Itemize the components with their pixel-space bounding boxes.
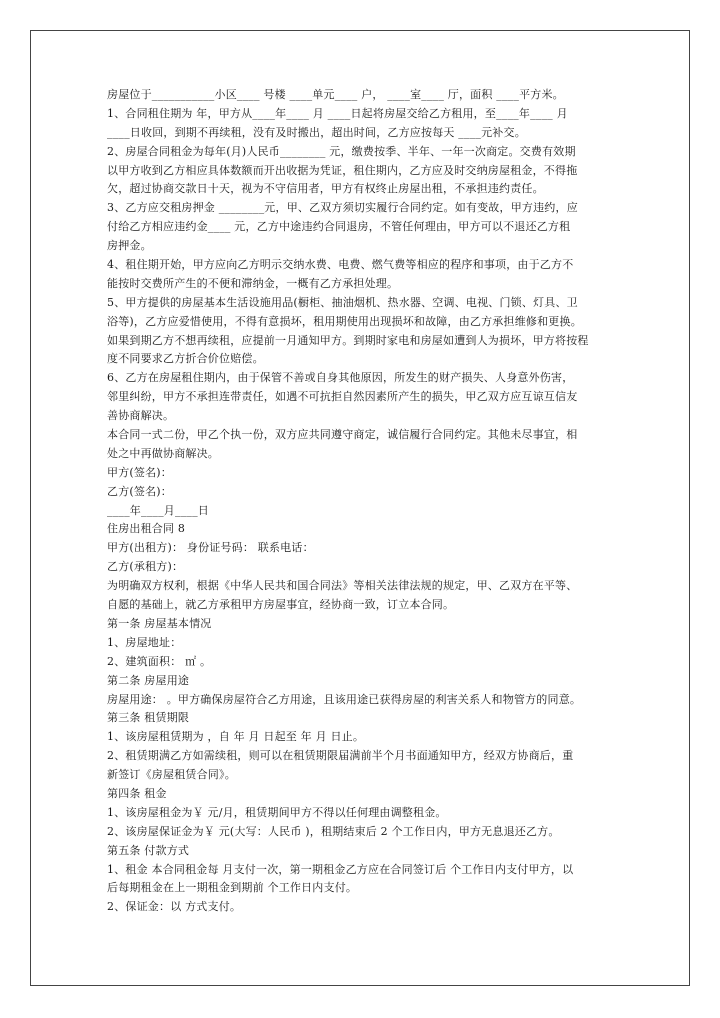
text-line: 3、乙方应交租房押金 ________元，甲、乙双方须切实履行合同约定。如有变故，甲方违约，应: [107, 201, 578, 215]
text-line: 2、租赁期满乙方如需续租，则可以在租赁期限届满前半个月书面通知甲方，经双方协商后，重: [107, 749, 574, 763]
text-line: 如果到期乙方不想再续租，应提前一月通知甲方。到期时家电和房屋如遭到人为损坏，甲方将按程: [107, 333, 589, 347]
text-line: 自愿的基础上，就乙方承租甲方房屋事宜，经协商一致，订立本合同。: [107, 598, 455, 612]
text-line: 后每期租金在上一期租金到期前 个工作日内支付。: [107, 881, 358, 895]
text-line: 以甲方收到乙方相应具体数额而开出收据为凭证，租住期内，乙方应及时交纳房屋租金，不得拖: [107, 163, 578, 177]
text-line: 2、该房屋保证金为￥ 元(大写：人民币 )，租期结束后 2 个工作日内，甲方无息退还乙方。: [107, 824, 560, 838]
text-line: 善协商解决。: [107, 409, 175, 423]
party-b-info: 乙方(承租方)：: [107, 560, 184, 574]
party-a-info: 甲方(出租方)： 身份证号码： 联系电话：: [107, 541, 314, 555]
text-line: 新签订《房屋租赁合同》。: [107, 768, 236, 782]
section-heading: 第四条 租金: [107, 786, 167, 800]
text-line: 浴等)，乙方应爱惜使用，不得有意损坏，租用期使用出现损坏和故障，由乙方承担维修和更换。: [107, 314, 582, 328]
party-a-signature: 甲方(签名)：: [107, 465, 172, 479]
document-body: [107, 86, 631, 917]
text-line: 1、合同租住期为 年，甲方从____年____ 月 ____日起将房屋交给乙方租用，至____年____ 月: [107, 106, 568, 120]
section-heading: 第一条 房屋基本情况: [107, 616, 212, 630]
text-line: ____日收回，到期不再续租，没有及时搬出，超出时间，乙方应按每天 ____元补交。: [107, 125, 526, 139]
text-line: 2、建筑面积： ㎡ 。: [107, 654, 212, 668]
text-line: 1、租金 本合同租金每 月支付一次，第一期租金乙方应在合同签订后 个工作日内支付甲方，以: [107, 862, 574, 876]
contract-title: 住房出租合同 8: [107, 522, 186, 536]
text-line: 6、乙方在房屋租住期内，由于保管不善或自身其他原因，所发生的财产损失、人身意外伤害，: [107, 371, 574, 385]
text-line: 能按时交费所产生的不便和滞纳金，一概有乙方承担处理。: [107, 276, 399, 290]
text-line: 5、甲方提供的房屋基本生活设施用品(橱柜、抽油烟机、热水器、空调、电视、门锁、灯具、卫: [107, 295, 578, 309]
text-line: 处之中再做协商解决。: [107, 446, 219, 460]
section-heading: 第二条 房屋用途: [107, 673, 190, 687]
text-line: 欠，超过协商交款日十天，视为不守信用者，甲方有权终止房屋出租，不承担违约责任。: [107, 182, 544, 196]
text-line: 付给乙方相应违约金____ 元，乙方中途违约合同退房，不管任何理由，甲方可以不退还乙方租: [107, 220, 571, 234]
text-line: 本合同一式二份，甲乙个执一份，双方应共同遵守商定，诚信履行合同约定。其他未尽事宜，相: [107, 428, 578, 442]
text-line: 2、房屋合同租金为每年(月)人民币________ 元，缴费按季、半年、一年一次商定。交费有效期: [107, 144, 576, 158]
text-line: 为明确双方权利，根据《中华人民共和国合同法》等相关法律法规的规定，甲、乙双方在平等、: [107, 579, 578, 593]
section-heading: 第三条 租赁期限: [107, 711, 190, 725]
text-line: 度不同要求乙方折合价位赔偿。: [107, 352, 264, 366]
text-line: 1、该房屋租赁期为 ，自 年 月 日起至 年 月 日止。: [107, 730, 365, 744]
party-b-signature: 乙方(签名)：: [107, 484, 172, 498]
signing-date: ____年____月____日: [107, 503, 209, 517]
text-line: 1、房屋地址：: [107, 635, 182, 649]
text-line: 房屋位于___________小区____ 号楼 ____单元____ 户， ____室____ 厅，面积 ____平方米。: [107, 88, 564, 101]
text-line: 4、租住期开始，甲方应向乙方明示交纳水费、电费、燃气费等相应的程序和事项，由于乙方不: [107, 258, 574, 272]
text-line: 1、该房屋租金为￥ 元/月，租赁期间甲方不得以任何理由调整租金。: [107, 805, 447, 819]
text-line: 房押金。: [107, 239, 152, 253]
text-line: 2、保证金：以 方式支付。: [107, 900, 242, 914]
text-line: 邻里纠纷，甲方不承担连带责任，如遇不可抗拒自然因素所产生的损失，甲乙双方应互谅互信友: [107, 390, 578, 404]
section-heading: 第五条 付款方式: [107, 843, 190, 857]
text-line: 房屋用途： 。甲方确保房屋符合乙方用途，且该用途已获得房屋的利害关系人和物管方的同意。: [107, 692, 582, 706]
